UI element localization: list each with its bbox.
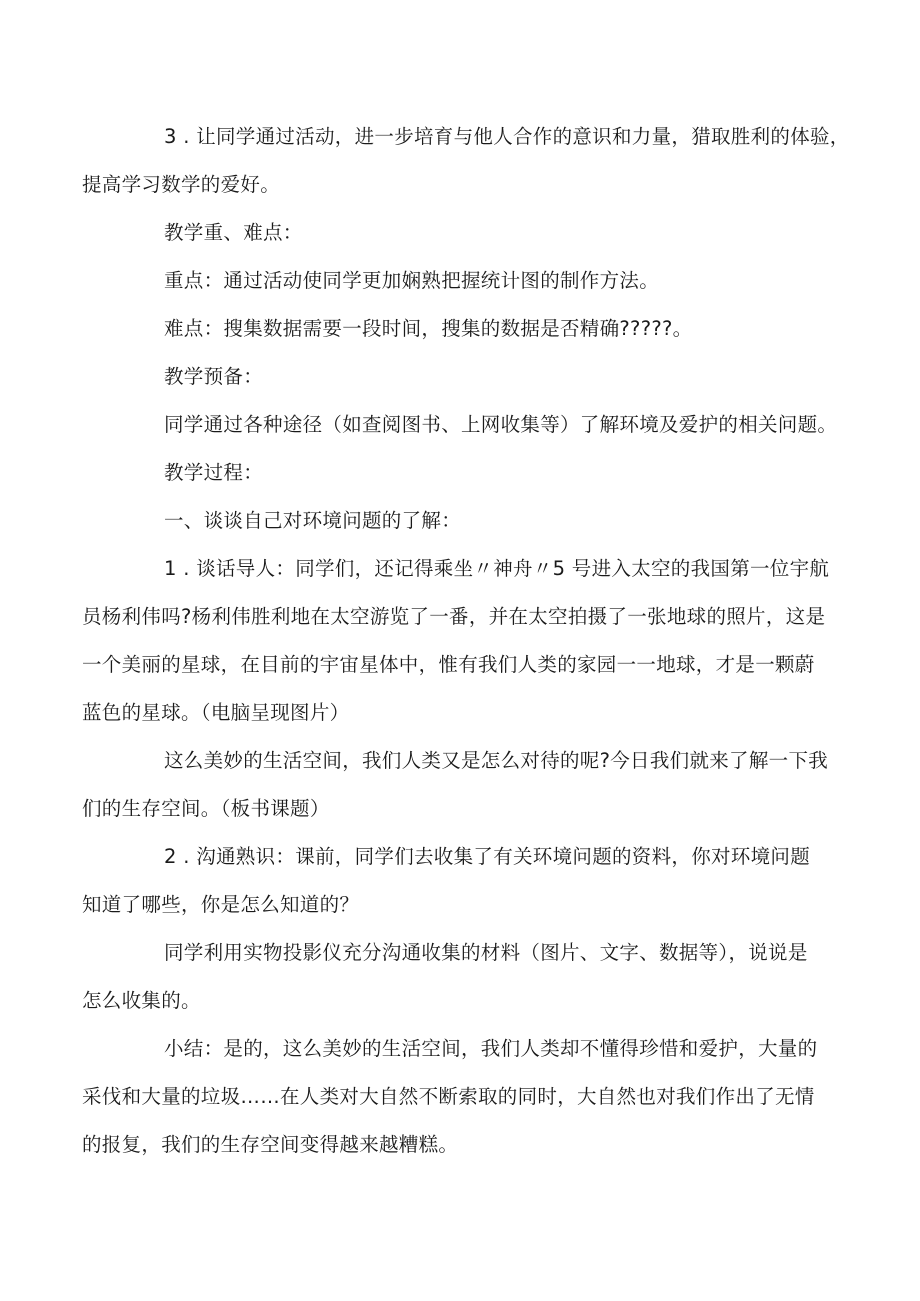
paragraph-intro-1-cont: 一个美丽的星球，在目前的宇宙星体中，惟有我们人类的家园一一地球，才是一颗蔚 xyxy=(82,653,815,676)
paragraph-intro-1: 1 . 谈话导人：同学们，还记得乘坐〃神舟〃5 号进入太空的我国第一位宇航 xyxy=(164,557,830,580)
paragraph-summary-cont: 采伐和大量的垃圾……在人类对大自然不断索取的同时，大自然也对我们作出了无情 xyxy=(82,1085,815,1108)
paragraph-projector: 同学利用实物投影仪充分沟通收集的材料（图片、文字、数据等），说说是 xyxy=(164,941,808,964)
heading-process: 教学过程： xyxy=(164,461,264,484)
heading-key-points: 教学重、难点： xyxy=(164,221,303,244)
paragraph-intro-1-cont: 蓝色的星球。（电脑呈现图片） xyxy=(82,701,350,724)
heading-preparation: 教学预备： xyxy=(164,365,264,388)
paragraph-intro-1-cont: 员杨利伟吗?杨利伟胜利地在太空游览了一番，并在太空拍摄了一张地球的照片，这是 xyxy=(82,605,826,628)
key-point: 重点：通过活动使同学更加娴熟把握统计图的制作方法。 xyxy=(164,269,660,292)
paragraph-space: 这么美妙的生活空间，我们人类又是怎么对待的呢?今日我们就来了解一下我 xyxy=(164,749,829,772)
difficult-point: 难点：搜集数据需要一段时间，搜集的数据是否精确?????。 xyxy=(164,317,693,340)
paragraph-space-cont: 们的生存空间。（板书课题） xyxy=(82,797,330,820)
paragraph-summary-cont: 的报复，我们的生存空间变得越来越糟糕。 xyxy=(82,1133,459,1156)
paragraph-goal-3-cont: 提高学习数学的爱好。 xyxy=(82,173,281,196)
section-one-heading: 一、谈谈自己对环境问题的了解： xyxy=(164,509,462,532)
preparation-text: 同学通过各种途径（如查阅图书、上网收集等）了解环境及爱护的相关问题。 xyxy=(164,413,838,436)
paragraph-exchange-2-cont: 知道了哪些，你是怎么知道的？ xyxy=(82,893,360,916)
paragraph-goal-3: 3 . 让同学通过活动，进一步培育与他人合作的意识和力量，猎取胜利的体验， xyxy=(164,125,850,148)
paragraph-summary: 小结：是的，这么美妙的生活空间，我们人类却不懂得珍惜和爱护，大量的 xyxy=(164,1037,818,1060)
paragraph-projector-cont: 怎么收集的。 xyxy=(82,989,201,1012)
paragraph-exchange-2: 2 . 沟通熟识：课前，同学们去收集了有关环境问题的资料，你对环境问题 xyxy=(164,845,811,868)
